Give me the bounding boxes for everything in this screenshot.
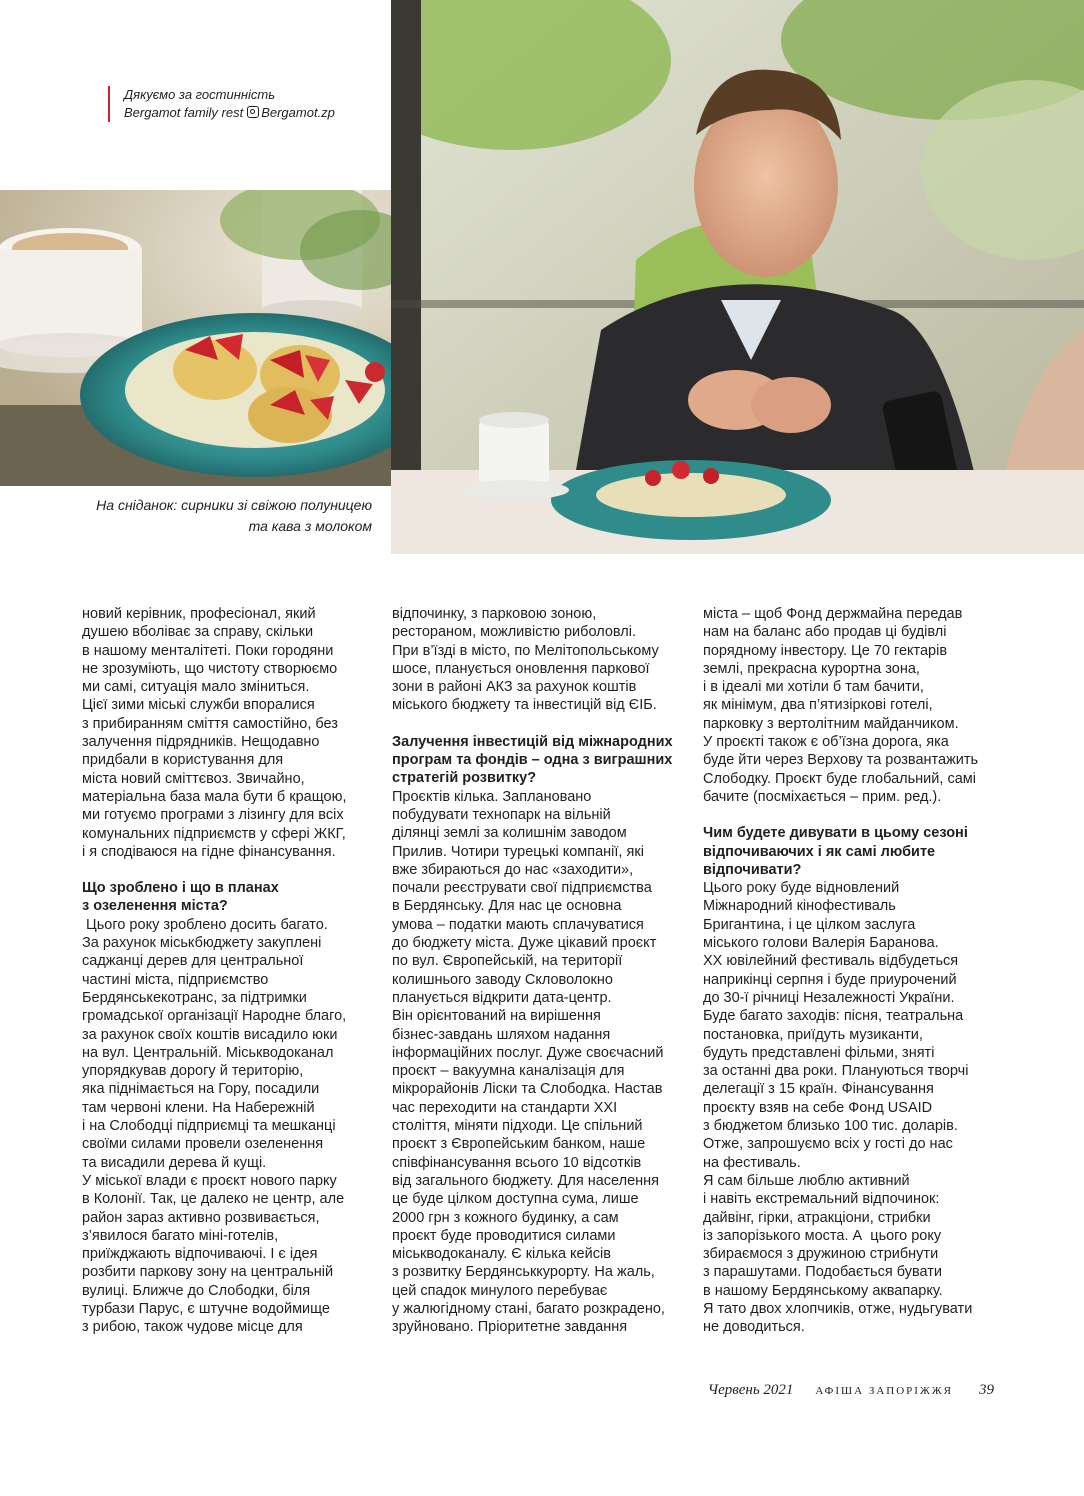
- food-photo: [0, 190, 440, 486]
- text-line: вулиці. Ближче до Слободки, біля: [82, 1282, 311, 1299]
- text-line: інформаційних послуг. Дуже своєчасний: [392, 1044, 664, 1061]
- text-line: це буде цілком доступна сума, лише: [392, 1191, 639, 1208]
- text-line: проєкт – вакуумна каналізація для: [392, 1063, 625, 1080]
- text-line: Цього року буде відновлений: [703, 880, 900, 897]
- text-line: в нашому менталітеті. Поки городяни: [82, 642, 334, 659]
- text-line: турбази Парус, є штучне водоймище: [82, 1300, 330, 1317]
- interview-photo: [391, 0, 1084, 554]
- text-line: міськводоканалу. Є кілька кейсів: [392, 1246, 611, 1263]
- text-line: програм та фондів – одна з виграшних: [392, 752, 673, 769]
- instagram-handle: Bergamot.zp: [261, 105, 335, 120]
- text-line: з прибиранням сміття самостійно, без: [82, 715, 338, 732]
- paragraph: [392, 605, 692, 715]
- text-line: За рахунок міськбюджету закуплені: [82, 935, 322, 952]
- text-line: район зараз активно розвивається,: [82, 1209, 320, 1226]
- page-number: 39: [979, 1382, 994, 1398]
- text-line: Отже, запрошуємо всіх у гості до нас: [703, 1136, 953, 1153]
- text-line: і в ідеалі ми хотіли б там бачити,: [703, 679, 924, 696]
- text-line: колишнього заводу Скловолокно: [392, 971, 613, 988]
- text-line: збираємося з дружиною стрибнути: [703, 1246, 939, 1263]
- caption-line-2: та кава з молоком: [248, 518, 372, 534]
- text-line: приїжджають відпочиваючі. І є ідея: [82, 1246, 318, 1263]
- text-line: Бригантина, і це цілком заслуга: [703, 916, 916, 933]
- text-column-2: [392, 605, 692, 1337]
- text-line: Буде багато заходів: пісня, театральна: [703, 1008, 964, 1025]
- text-line: Що зроблено і що в планах: [82, 880, 279, 897]
- text-line: матеріальна база мала бути б кращою,: [82, 788, 347, 805]
- text-line: міста новий сміттєвоз. Звичайно,: [82, 770, 305, 787]
- text-column-3: [703, 605, 1003, 1337]
- text-line: Чим будете дивувати в цьому сезоні: [703, 825, 968, 842]
- text-line: міста – щоб Фонд держмайна передав: [703, 606, 963, 622]
- text-line: відпочивати?: [703, 861, 802, 878]
- text-line: не доводиться.: [703, 1319, 805, 1336]
- text-line: нам на баланс або продав ці будівлі: [703, 624, 947, 641]
- text-line: ми готуємо програми з лізингу для всіх: [82, 807, 344, 824]
- paragraph: [703, 879, 1003, 1336]
- text-line: частині міста, підприємство: [82, 971, 269, 988]
- text-line: планується відкрити дата-центр.: [392, 989, 612, 1006]
- text-line: залучення підрядників. Нещодавно: [82, 734, 320, 751]
- text-line: з’явилося багато міні-готелів,: [82, 1227, 279, 1244]
- section-heading: [82, 879, 382, 916]
- text-line: на фестиваль.: [703, 1154, 801, 1171]
- text-line: яка піднімається на Гору, посадили: [82, 1081, 320, 1098]
- text-line: Міжнародний кінофестиваль: [703, 898, 896, 915]
- text-line: із запорізького моста. А цього року: [703, 1227, 942, 1244]
- text-line: вже збираються до нас «заходити»,: [392, 861, 634, 878]
- text-line: побудувати технопарк на вільній: [392, 806, 611, 823]
- text-line: проєкт з Європейським банком, наше: [392, 1136, 646, 1153]
- text-line: і я сподіваюся на гідне фінансування.: [82, 843, 336, 860]
- page-footer: [708, 1381, 994, 1399]
- text-line: бізнес-завдань шляхом надання: [392, 1026, 611, 1043]
- text-line: і навіть екстремальний відпочинок:: [703, 1191, 940, 1208]
- text-line: Цього року зроблено досить багато.: [82, 916, 328, 933]
- text-line: дайвінг, гірки, атракціони, стрибки: [703, 1209, 931, 1226]
- text-line: XX ювілейний фестиваль відбудеться: [703, 953, 959, 970]
- venue-credit: [108, 86, 335, 122]
- text-line: відпочиваючих і як самі любите: [703, 843, 936, 860]
- text-line: в нашому Бердянському аквапарку.: [703, 1282, 943, 1299]
- text-line: не зрозуміють, що чистоту створюємо: [82, 660, 338, 677]
- text-line: з розвитку Бердянськкурорту. На жаль,: [392, 1264, 655, 1281]
- text-line: При в’їзді в місто, по Мелітопольському: [392, 642, 659, 659]
- paragraph: [82, 605, 382, 861]
- text-line: Залучення інвестицій від міжнародних: [392, 733, 673, 750]
- text-line: століття, міняти підходи. Це спільний: [392, 1118, 643, 1135]
- text-line: у жалюгідному стані, багато розкрадено,: [392, 1300, 665, 1317]
- text-line: за останні два роки. Плануються творчі: [703, 1063, 969, 1080]
- text-line: умова – податки мають сплачуватися: [392, 916, 644, 933]
- photo-caption: [96, 495, 372, 537]
- text-line: Я тато двох хлопчиків, отже, нудьгувати: [703, 1300, 973, 1317]
- text-line: цей спадок минулого перебуває: [392, 1282, 608, 1299]
- text-line: до бюджету міста. Дуже цікавий проєкт: [392, 935, 657, 952]
- section-heading: [703, 824, 1003, 879]
- text-line: ми самі, ситуація мало зміниться.: [82, 679, 310, 696]
- text-line: Прилив. Чотири турецькі компанії, які: [392, 843, 644, 860]
- text-line: постановка, приїдуть музиканти,: [703, 1026, 923, 1043]
- text-line: розбити паркову зону на центральній: [82, 1264, 334, 1281]
- text-line: і на Слободці підприємці та мешканці: [82, 1118, 336, 1135]
- text-line: порядному інвестору. Це 70 гектарів: [703, 642, 948, 659]
- paragraph: [703, 605, 1003, 806]
- text-line: з бюджетом близько 100 тис. доларів.: [703, 1118, 958, 1135]
- text-line: комунальних підприємств у сфері ЖКГ,: [82, 825, 346, 842]
- text-line: ділянці землі за колишнім заводом: [392, 825, 627, 842]
- credit-line-1: Дякуємо за гостинність: [124, 87, 276, 102]
- text-line: та висадили дерева й кущі.: [82, 1154, 267, 1171]
- paragraph: [82, 916, 382, 1337]
- text-line: громадської організації Народне благо,: [82, 1008, 347, 1025]
- text-line: Він орієнтований на вирішення: [392, 1008, 601, 1025]
- text-line: стратегій розвитку?: [392, 770, 537, 787]
- text-line: зруйновано. Пріоритетне завдання: [392, 1319, 628, 1336]
- text-line: бачите (посміхається – прим. ред.).: [703, 788, 942, 805]
- text-line: Бердянськекотранс, за підтримки: [82, 989, 307, 1006]
- text-line: в Колонії. Так, це далеко не центр, але: [82, 1191, 345, 1208]
- text-line: по вул. Європейській, на території: [392, 953, 623, 970]
- text-line: шосе, планується оновлення паркової: [392, 660, 650, 677]
- text-line: землі, прекрасна курортна зона,: [703, 660, 920, 677]
- text-column-1: [82, 605, 382, 1337]
- text-line: проєкту взяв на себе Фонд USAID: [703, 1099, 933, 1116]
- venue-name: Bergamot family rest: [124, 105, 244, 120]
- text-line: час переходити на стандарти XXI: [392, 1099, 618, 1116]
- text-line: почали реєструвати свої підприємства: [392, 880, 652, 897]
- text-line: Слободку. Проєкт буде глобальний, самі: [703, 770, 976, 787]
- text-line: на вул. Центральній. Міськводоканал: [82, 1044, 334, 1061]
- text-line: до 30-ї річниці Незалежності України.: [703, 989, 955, 1006]
- text-line: проєкт буде проводитися силами: [392, 1227, 616, 1244]
- text-line: з озеленення міста?: [82, 898, 228, 915]
- text-line: У проєкті також є об’їзна дорога, яка: [703, 734, 949, 751]
- text-line: міського бюджету та інвестицій від ЄІБ.: [392, 697, 657, 714]
- text-line: Я сам більше люблю активний: [703, 1172, 910, 1189]
- text-line: мікрорайонів Ліски та Слободка. Настав: [392, 1081, 663, 1098]
- text-line: співфінансування всього 10 відсотків: [392, 1154, 642, 1171]
- text-line: як мінімум, два п’ятизіркові готелі,: [703, 697, 933, 714]
- text-line: рестораном, можливістю риболовлі.: [392, 624, 636, 641]
- text-line: міського голови Валерія Баранова.: [703, 935, 939, 952]
- section-heading: [392, 733, 692, 788]
- text-line: буде йти через Верхову та розвантажить: [703, 752, 979, 769]
- text-line: новий керівник, професіонал, який: [82, 606, 316, 622]
- text-line: Цієї зими міські служби впоралися: [82, 697, 315, 714]
- text-line: 2000 грн з кожного будинку, а сам: [392, 1209, 619, 1226]
- text-line: за рахунок своїх коштів висадило юки: [82, 1026, 338, 1043]
- instagram-icon: [247, 106, 259, 118]
- text-line: з рибою, також чудове місце для: [82, 1319, 303, 1336]
- text-line: упорядкував дорогу й територію,: [82, 1063, 304, 1080]
- credit-line-2: [124, 104, 335, 122]
- text-line: в Бердянську. Для нас це основна: [392, 898, 622, 915]
- text-line: парковку з вертолітним майданчиком.: [703, 715, 959, 732]
- text-line: делегації з 15 країн. Фінансування: [703, 1081, 934, 1098]
- issue-month: Червень 2021: [707, 1382, 794, 1398]
- text-line: Проєктів кілька. Заплановано: [392, 788, 592, 805]
- text-line: там червоні клени. На Набережній: [82, 1099, 315, 1116]
- text-line: придбали в користування для: [82, 752, 284, 769]
- text-line: наприкінці серпня і буде приурочений: [703, 971, 957, 988]
- caption-line-1: На сніданок: сирники зі свіжою полуницею: [96, 497, 372, 513]
- text-line: саджанці дерев для центральної: [82, 953, 304, 970]
- text-line: відпочинку, з парковою зоною,: [392, 606, 597, 622]
- magazine-name: АФІША ЗАПОРІЖЖЯ: [815, 1385, 953, 1397]
- text-line: У міської влади є проєкт нового парку: [82, 1172, 337, 1189]
- paragraph: [392, 788, 692, 1337]
- text-line: з парашутами. Подобається бувати: [703, 1264, 942, 1281]
- text-line: душею вболіває за справу, скільки: [82, 624, 314, 641]
- text-line: своїми силами провели озеленення: [82, 1136, 324, 1153]
- text-line: будуть представлені фільми, зняті: [703, 1044, 935, 1061]
- text-line: від загального бюджету. Для населення: [392, 1172, 660, 1189]
- text-line: зони в районі АКЗ за рахунок коштів: [392, 679, 637, 696]
